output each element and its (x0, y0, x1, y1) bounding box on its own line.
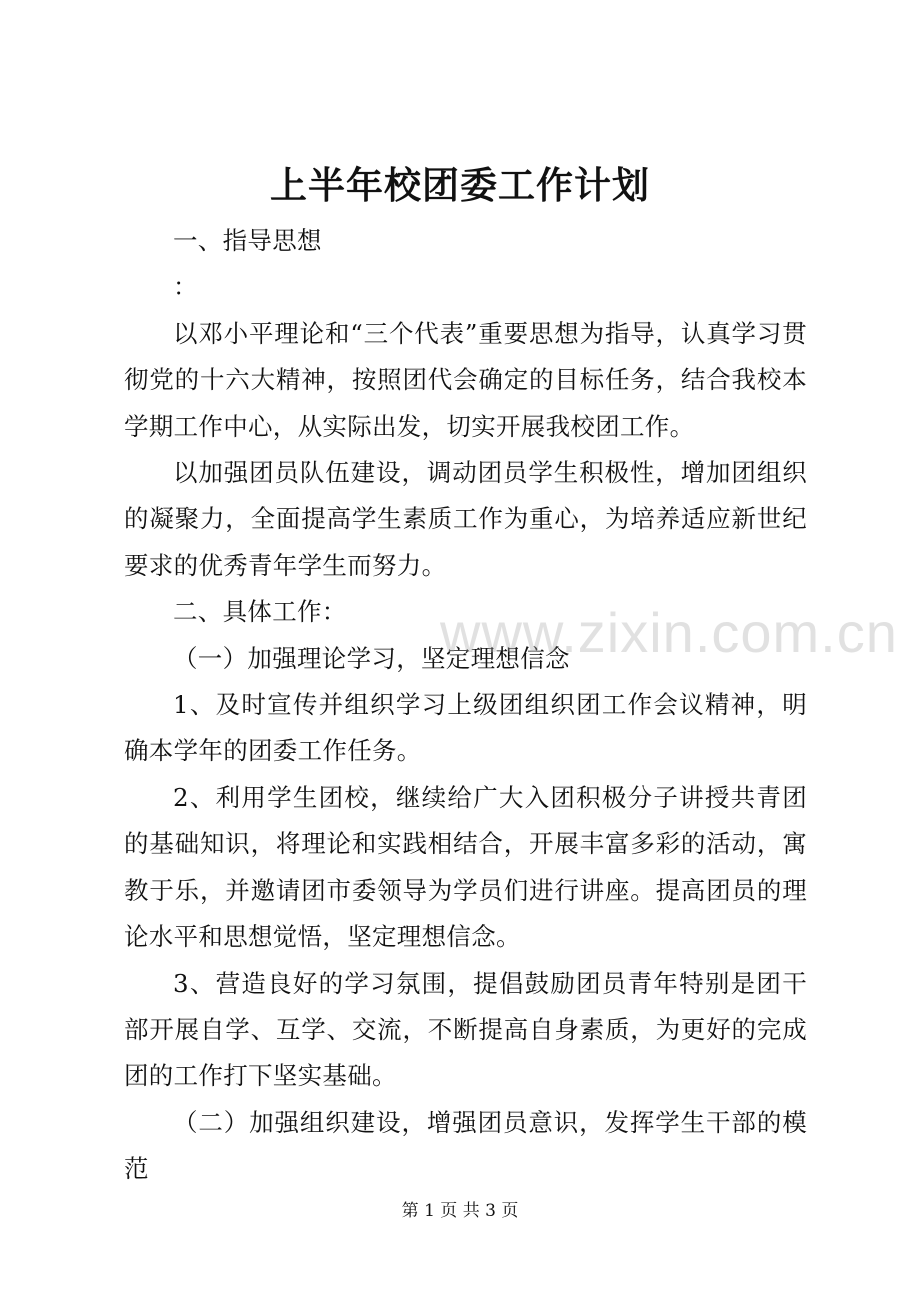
colon-line: ： (173, 272, 198, 302)
list-item-3: 3、营造良好的学习氛围，提倡鼓励团员青年特别是团干部开展自学、互学、交流，不断提高自身素质，为更好的完成团的工作打下坚实基础。 (124, 968, 807, 1091)
list-item-2: 2、利用学生团校，继续给广大入团积极分子讲授共青团的基础知识，将理论和实践相结合，开展丰富多彩的活动，寓教于乐，并邀请团市委领导为学员们进行讲座。提高团员的理论水平和思想觉悟，坚定理想信念。 (124, 782, 807, 952)
document-title: 上半年校团委工作计划 (270, 163, 650, 207)
section-heading-guiding-ideology: 一、指导思想 (173, 226, 322, 255)
subsection-heading-1: （一）加强理论学习，坚定理想信念 (173, 643, 570, 673)
paragraph-guiding-2: 以加强团员队伍建设，调动团员学生积极性，增加团组织的凝聚力，全面提高学生素质工作为重心，为培养适应新世纪要求的优秀青年学生而努力。 (124, 458, 807, 580)
paragraph-guiding-1: 以邓小平理论和“三个代表”重要思想为指导，认真学习贯彻党的十六大精神，按照团代会确定的目标任务，结合我校本学期工作中心，从实际出发，切实开展我校团工作。 (124, 318, 807, 441)
watermark: www.zixin.com.cn (440, 601, 898, 664)
document-body (124, 218, 807, 1193)
subsection-heading-2: （二）加强组织建设，增强团员意识，发挥学生干部的模范 (124, 1107, 807, 1184)
list-item-1: 1、及时宣传并组织学习上级团组织团工作会议精神，明确本学年的团委工作任务。 (124, 690, 807, 766)
section-heading-specific-work: 二、具体工作： (173, 597, 347, 627)
page-footer: 第 1 页 共 3 页 (401, 1201, 519, 1221)
